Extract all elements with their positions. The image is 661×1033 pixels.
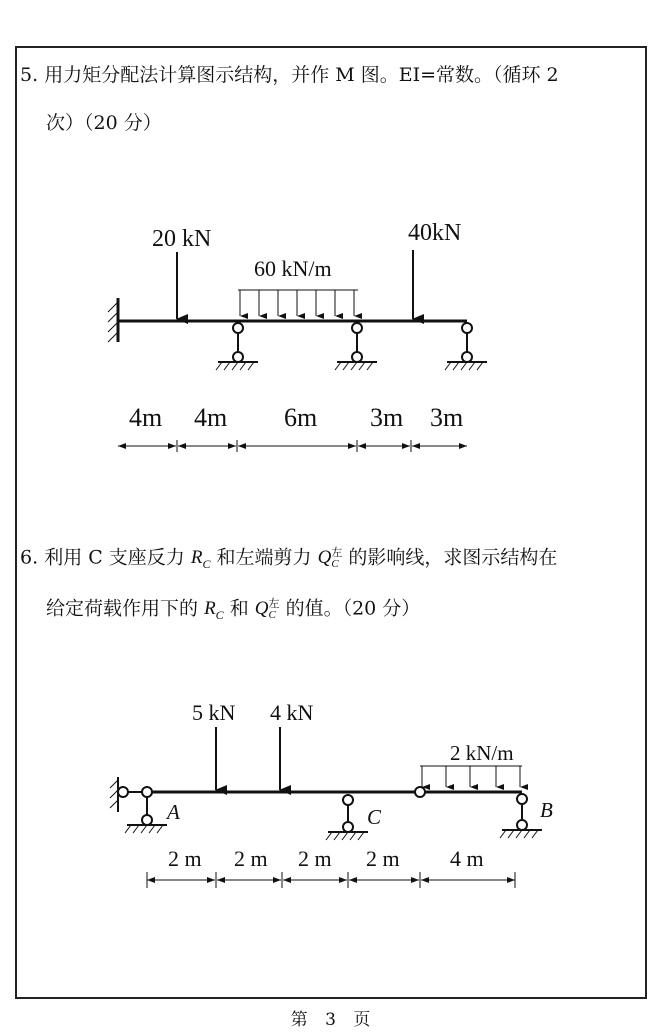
q6-dim-2: 2 m [234, 846, 268, 871]
q5-diagram [108, 220, 487, 452]
q5-dimension-line [118, 440, 467, 452]
q6-load-1: 5 kN [192, 700, 236, 725]
q6-dim-4: 2 m [366, 846, 400, 871]
page-footer [0, 1005, 661, 1030]
q6-rc-symbol: $R_C$ [190, 547, 211, 572]
q6-text-e: 和 [229, 597, 249, 620]
q6-label-a: A [167, 800, 180, 824]
q6-diagram [110, 700, 553, 888]
footer-suffix: 页 [353, 1010, 371, 1030]
q5-dim-4: 3m [370, 403, 404, 432]
q6-text-f: 的值。（20 分） [285, 597, 421, 620]
page-number: 3 [325, 1010, 336, 1030]
q6-text-d: 给定荷载作用下的 [46, 597, 199, 620]
q5-line2: 次）（20 分） [46, 112, 162, 134]
q6-rc-symbol-2: $R_C$ [204, 598, 224, 623]
q6-support-c [328, 795, 368, 832]
q6-load-q: 2 kN/m [450, 741, 514, 765]
q5-support-3 [447, 323, 487, 362]
q6-support-a [118, 777, 167, 825]
q6-dimension-line [147, 872, 515, 888]
q6-number: 6. [20, 546, 39, 569]
q5-distributed-load [240, 290, 354, 316]
q5-dim-1: 4m [129, 403, 163, 432]
q5-dim-5: 3m [430, 403, 464, 432]
q6-dim-5: 4 m [450, 846, 484, 871]
q5-dim-2: 4m [194, 403, 228, 432]
q6-text-c: 的影响线，求图示结构在 [348, 546, 558, 569]
q5-load-2: 40kN [408, 220, 462, 246]
q6-distributed-load [422, 766, 520, 787]
q5-support-2 [337, 323, 377, 362]
footer-prefix: 第 [290, 1010, 308, 1030]
q5-number: 5. [20, 64, 39, 86]
q5-load-q: 60 kN/m [254, 256, 332, 281]
q6-text-a: 利用 C 支座反力 [44, 546, 185, 569]
q6-qc-symbol: Q 左 C [317, 547, 343, 570]
q6-support-b [502, 794, 542, 830]
q6-label-b: B [540, 798, 553, 822]
q6-dim-1: 2 m [168, 846, 202, 871]
q5-dim-3: 6m [284, 403, 318, 432]
q6-text-b: 和左端剪力 [216, 546, 312, 569]
q6-hinge [415, 787, 425, 797]
q5-support-1 [218, 323, 258, 362]
q6-load-2: 4 kN [270, 700, 314, 725]
q6-label-c: C [367, 805, 382, 829]
q6-dim-3: 2 m [298, 846, 332, 871]
q5-text-line1: 用力矩分配法计算图示结构，并作 M 图。EI=常数。（循环 2 [44, 64, 559, 86]
q5-load-1: 20 kN [152, 226, 212, 252]
q6-qc-symbol-2: Q 左 C [254, 598, 280, 621]
